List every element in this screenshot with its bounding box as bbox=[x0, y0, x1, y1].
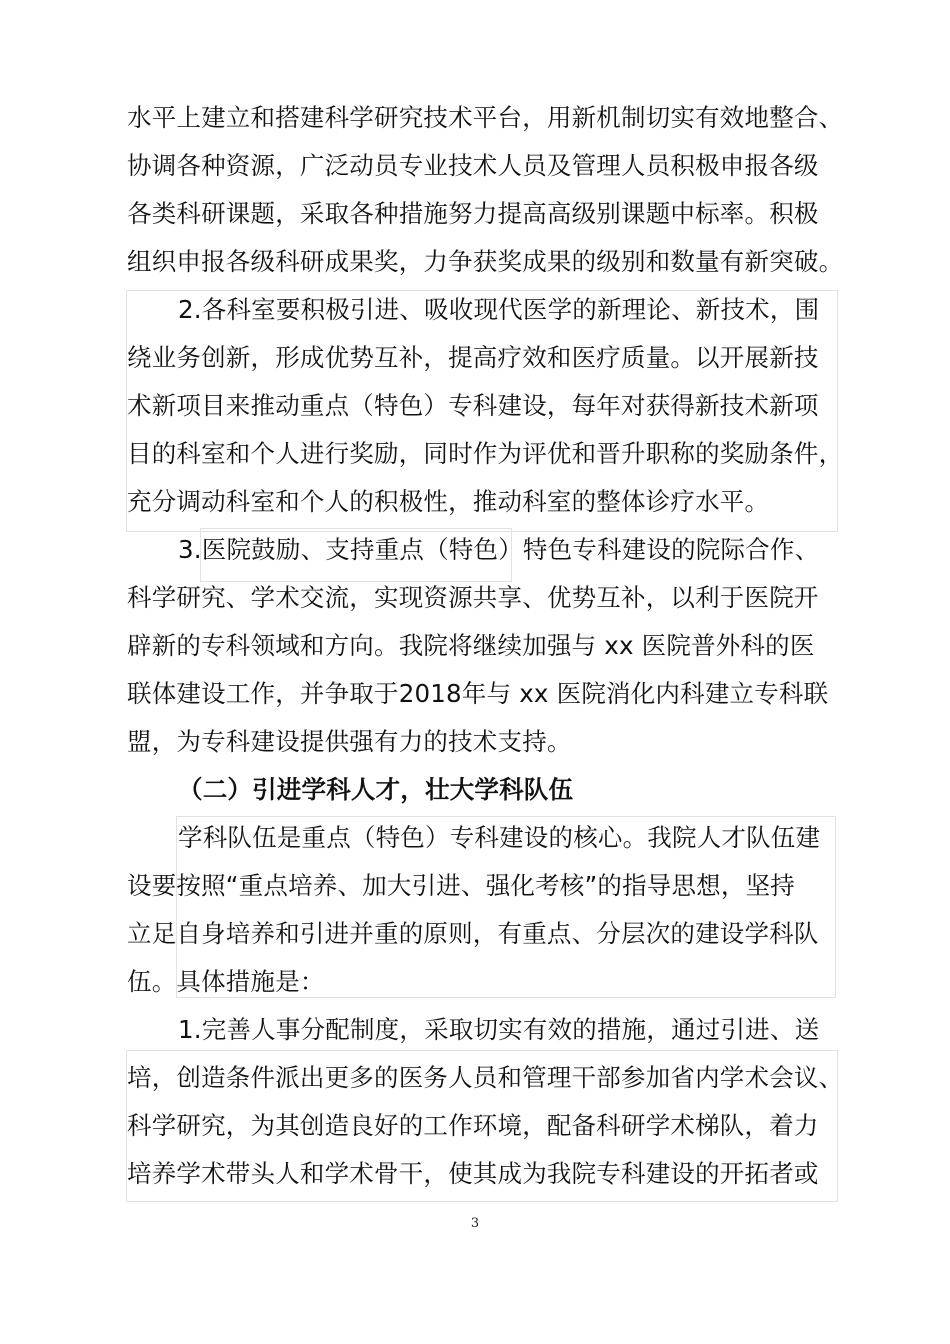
paragraph-line: 1.完善人事分配制度，采取切实有效的措施，通过引进、送 bbox=[178, 1015, 820, 1044]
paragraph-line: 科学研究，为其创造良好的工作环境，配备科研学术梯队，着力 bbox=[127, 1111, 819, 1140]
paragraph-line: 各类科研课题，采取各种措施努力提高高级别课题中标率。积极 bbox=[127, 199, 819, 228]
paragraph-line: 设要按照“重点培养、加大引进、强化考核”的指导思想，坚持 bbox=[127, 871, 795, 900]
paragraph-line: 组织申报各级科研成果奖，力争获奖成果的级别和数量有新突破。 bbox=[127, 247, 844, 276]
paragraph-line: 协调各种资源，广泛动员专业技术人员及管理人员积极申报各级 bbox=[127, 151, 819, 180]
paragraph-line: 科学研究、学术交流，实现资源共享、优势互补，以利于医院开 bbox=[127, 583, 819, 612]
paragraph-line: 立足自身培养和引进并重的原则，有重点、分层次的建设学科队 bbox=[127, 919, 819, 948]
paragraph-line: 辟新的专科领域和方向。我院将继续加强与 xx 医院普外科的医 bbox=[127, 631, 815, 660]
paragraph-line: 盟，为专科建设提供强有力的技术支持。 bbox=[127, 727, 572, 756]
paragraph-line: 2.各科室要积极引进、吸收现代医学的新理论、新技术，围 bbox=[178, 295, 820, 324]
paragraph-line: 联体建设工作，并争取于2018年与 xx 医院消化内科建立专科联 bbox=[127, 679, 829, 708]
paragraph-line: 培，创造条件派出更多的医务人员和管理干部参加省内学术会议、 bbox=[127, 1063, 844, 1092]
section-heading: （二）引进学科人才，壮大学科队伍 bbox=[178, 775, 574, 804]
paragraph-line: 伍。具体措施是： bbox=[127, 967, 325, 996]
paragraph-line: 目的科室和个人进行奖励，同时作为评优和晋升职称的奖励条件， bbox=[127, 439, 844, 468]
paragraph-line: 学科队伍是重点（特色）专科建设的核心。我院人才队伍建 bbox=[178, 823, 821, 852]
paragraph-line: 水平上建立和搭建科学研究技术平台，用新机制切实有效地整合、 bbox=[127, 103, 844, 132]
paragraph-line: 术新项目来推动重点（特色）专科建设，每年对获得新技术新项 bbox=[127, 391, 819, 420]
page-number: 3 bbox=[470, 1216, 480, 1231]
paragraph-line: 3.医院鼓励、支持重点（特色）特色专科建设的院际合作、 bbox=[178, 535, 820, 564]
paragraph-line: 充分调动科室和个人的积极性，推动科室的整体诊疗水平。 bbox=[127, 487, 770, 516]
paragraph-line: 培养学术带头人和学术骨干，使其成为我院专科建设的开拓者或 bbox=[127, 1159, 819, 1188]
paragraph-line: 绕业务创新，形成优势互补，提高疗效和医疗质量。以开展新技 bbox=[127, 343, 819, 372]
